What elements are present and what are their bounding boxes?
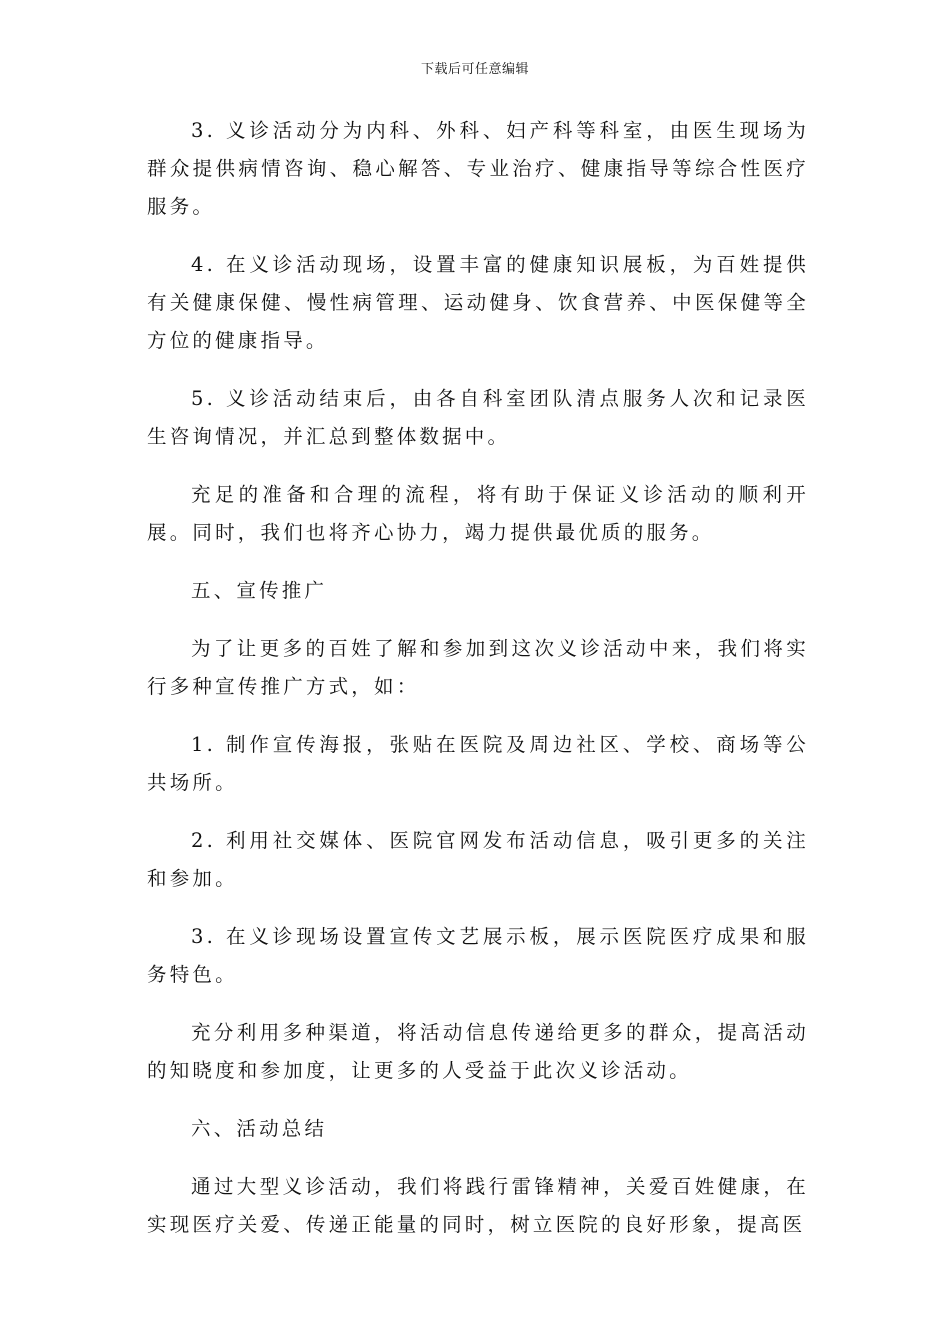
paragraph-activity-summary: 通过大型义诊活动，我们将践行雷锋精神，关爱百姓健康，在实现医疗关爱、传递正能量的同时，树立医院的良好形象，提高医 (147, 1175, 809, 1236)
paragraph-promotion-intro: 为了让更多的百姓了解和参加到这次义诊活动中来，我们将实行多种宣传推广方式，如： (147, 637, 809, 698)
document-body (147, 112, 809, 1264)
section-heading-promotion: 五、宣传推广 (191, 579, 328, 602)
paragraph-item-3-departments: 3. 义诊活动分为内科、外科、妇产科等科室，由医生现场为群众提供病情咨询、稳心解答、专业治疗、健康指导等综合性医疗服务。 (147, 119, 809, 218)
paragraph-item-4-health-boards: 4. 在义诊活动现场，设置丰富的健康知识展板，为百姓提供有关健康保健、慢性病管理、运动健身、饮食营养、中医保健等全方位的健康指导。 (147, 253, 809, 352)
page-header: 下载后可任意编辑 (420, 62, 529, 77)
section-heading-summary: 六、活动总结 (191, 1117, 328, 1140)
paragraph-promotion-item-2: 2. 利用社交媒体、医院官网发布活动信息，吸引更多的关注和参加。 (147, 829, 809, 890)
paragraph-promotion-item-1: 1. 制作宣传海报，张贴在医院及周边社区、学校、商场等公共场所。 (147, 733, 809, 794)
paragraph-promotion-summary: 充分利用多种渠道，将活动信息传递给更多的群众，提高活动的知晓度和参加度，让更多的人受益于此次义诊活动。 (147, 1021, 809, 1082)
paragraph-item-5-statistics: 5. 义诊活动结束后，由各自科室团队清点服务人次和记录医生咨询情况，并汇总到整体数据中。 (147, 387, 809, 448)
paragraph-promotion-item-3: 3. 在义诊现场设置宣传文艺展示板，展示医院医疗成果和服务特色。 (147, 925, 809, 986)
paragraph-preparation-summary: 充足的准备和合理的流程，将有助于保证义诊活动的顺利开展。同时，我们也将齐心协力，竭力提供最优质的服务。 (147, 483, 809, 544)
